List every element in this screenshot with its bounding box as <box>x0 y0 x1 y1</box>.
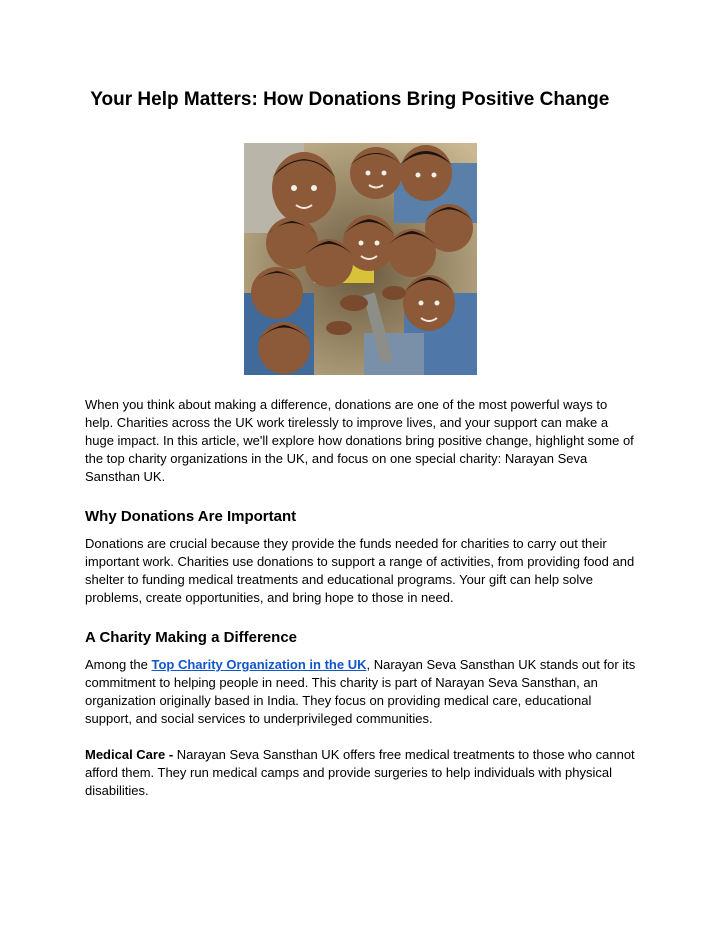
medical-care-text: Narayan Seva Sansthan UK offers free medical treatments to those who cannot afford them. They run medical camps and provide surgeries to help individuals with physical disabilities. <box>85 747 635 798</box>
medical-care-paragraph <box>85 746 637 800</box>
medical-care-label: Medical Care - <box>85 747 174 762</box>
article-title: Your Help Matters: How Donations Bring Positive Change <box>85 89 610 110</box>
charity-paragraph-prefix: Among the <box>85 657 152 672</box>
top-charity-link[interactable]: Top Charity Organization in the UK <box>151 657 367 672</box>
section-heading-why-donations: Why Donations Are Important <box>85 508 297 525</box>
charity-paragraph-suffix: , Narayan Seva Sansthan UK stands out for its commitment to helping people in need. This charity is part of Narayan Seva Sansthan, an organization originally based in India. They focus on providing medical care, educational support, and social services to underprivileged communities. <box>85 657 636 726</box>
why-donations-paragraph: Donations are crucial because they provide the funds needed for charities to carry out their important work. Charities use donations to support a range of activities, from providing food and shelter to funding medical treatments and educational programs. Your gift can help solve problems, create opportunities, and bring hope to those in need. <box>85 536 635 605</box>
section-heading-charity-difference: A Charity Making a Difference <box>85 629 297 646</box>
charity-difference-paragraph <box>85 656 637 728</box>
children-group-photo <box>244 143 477 375</box>
intro-paragraph: When you think about making a difference, donations are one of the most powerful ways to help. Charities across the UK work tirelessly to improve lives, and your support can make a huge impact. In this article, we'll explore how donations bring positive change, highlight some of the top charity organizations in the UK, and focus on one special charity: Narayan Seva Sansthan UK. <box>85 397 634 484</box>
